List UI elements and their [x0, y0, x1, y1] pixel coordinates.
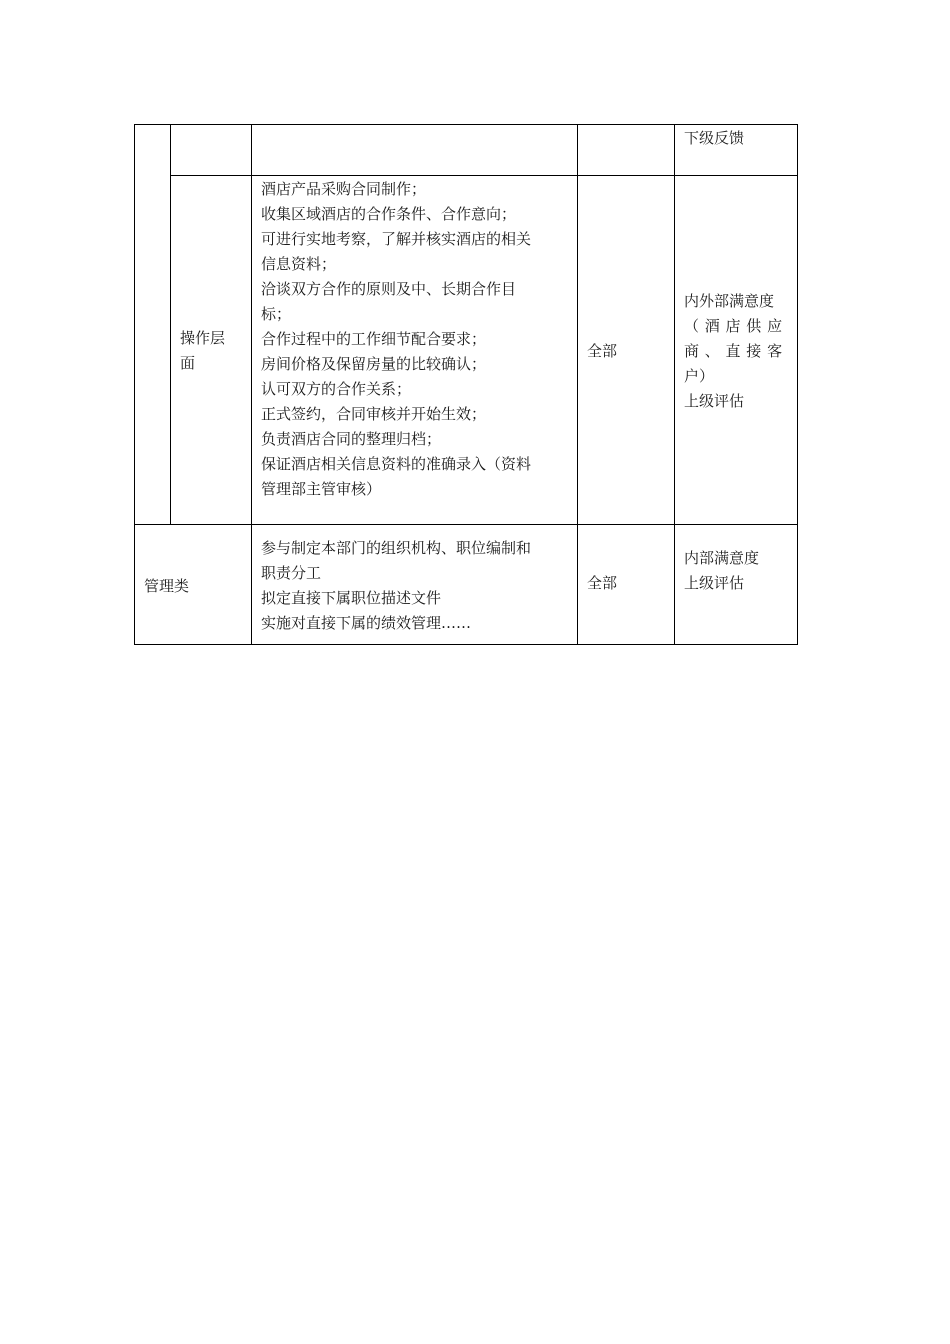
duty-item: 实施对直接下属的绩效管理…… — [261, 614, 472, 632]
grid-line-row2-bottom — [134, 524, 798, 525]
duty-item: 信息资料； — [261, 255, 337, 273]
grid-line-sub-left — [170, 124, 171, 525]
duty-item: 正式签约，合同审核并开始生效； — [261, 405, 487, 423]
duty-item: 合作过程中的工作细节配合要求； — [261, 330, 487, 348]
row2-scope: 全部 — [587, 342, 618, 360]
duty-item: 拟定直接下属职位描述文件 — [261, 589, 442, 607]
grid-line-bottom — [134, 644, 798, 645]
row3-duties — [261, 536, 531, 636]
assessment-line: 内外部满意度 — [684, 292, 775, 310]
assessment-line: 上级评估 — [684, 574, 745, 592]
grid-line-col3-left — [251, 124, 252, 645]
row3-scope: 全部 — [587, 574, 618, 592]
duty-item: 收集区域酒店的合作条件、合作意向； — [261, 205, 517, 223]
grid-line-row1-bottom — [170, 175, 798, 176]
assessment-line: 商 、 直 接 客 — [684, 342, 783, 360]
duty-item: 可进行实地考察，了解并核实酒店的相关 — [261, 230, 532, 248]
row2-category — [180, 326, 225, 376]
duty-item: 保证酒店相关信息资料的准确录入（资料 — [261, 455, 532, 473]
assessment-line: 上级评估 — [684, 392, 745, 410]
assessment-line: （ 酒 店 供 应 — [684, 317, 783, 335]
duty-item: 洽谈双方合作的原则及中、长期合作目 — [261, 280, 517, 298]
duty-item: 参与制定本部门的组织机构、职位编制和 — [261, 539, 532, 557]
grid-line-right — [797, 124, 798, 645]
row3-assessment — [684, 546, 759, 596]
assessment-line: 内部满意度 — [684, 549, 760, 567]
row2-category-line: 操作层 — [180, 329, 226, 347]
grid-line-top — [134, 124, 798, 125]
duty-item: 职责分工 — [261, 564, 322, 582]
assessment-line: 户） — [684, 367, 715, 385]
row3-category: 管理类 — [144, 577, 190, 595]
row2-duties — [261, 177, 531, 502]
duty-item: 标； — [261, 305, 292, 323]
duty-item: 认可双方的合作关系； — [261, 380, 412, 398]
grid-line-left — [134, 124, 135, 645]
row2-assessment — [684, 289, 783, 414]
duty-item: 房间价格及保留房量的比较确认； — [261, 355, 487, 373]
grid-line-col5-left — [674, 124, 675, 645]
row1-assessment — [684, 126, 744, 151]
duty-item: 管理部主管审核） — [261, 480, 382, 498]
grid-line-col4-left — [577, 124, 578, 645]
duty-item: 酒店产品采购合同制作； — [261, 180, 427, 198]
row1-assessment-line: 下级反馈 — [684, 129, 745, 147]
duty-item: 负责酒店合同的整理归档； — [261, 430, 442, 448]
row2-category-line: 面 — [180, 354, 196, 372]
